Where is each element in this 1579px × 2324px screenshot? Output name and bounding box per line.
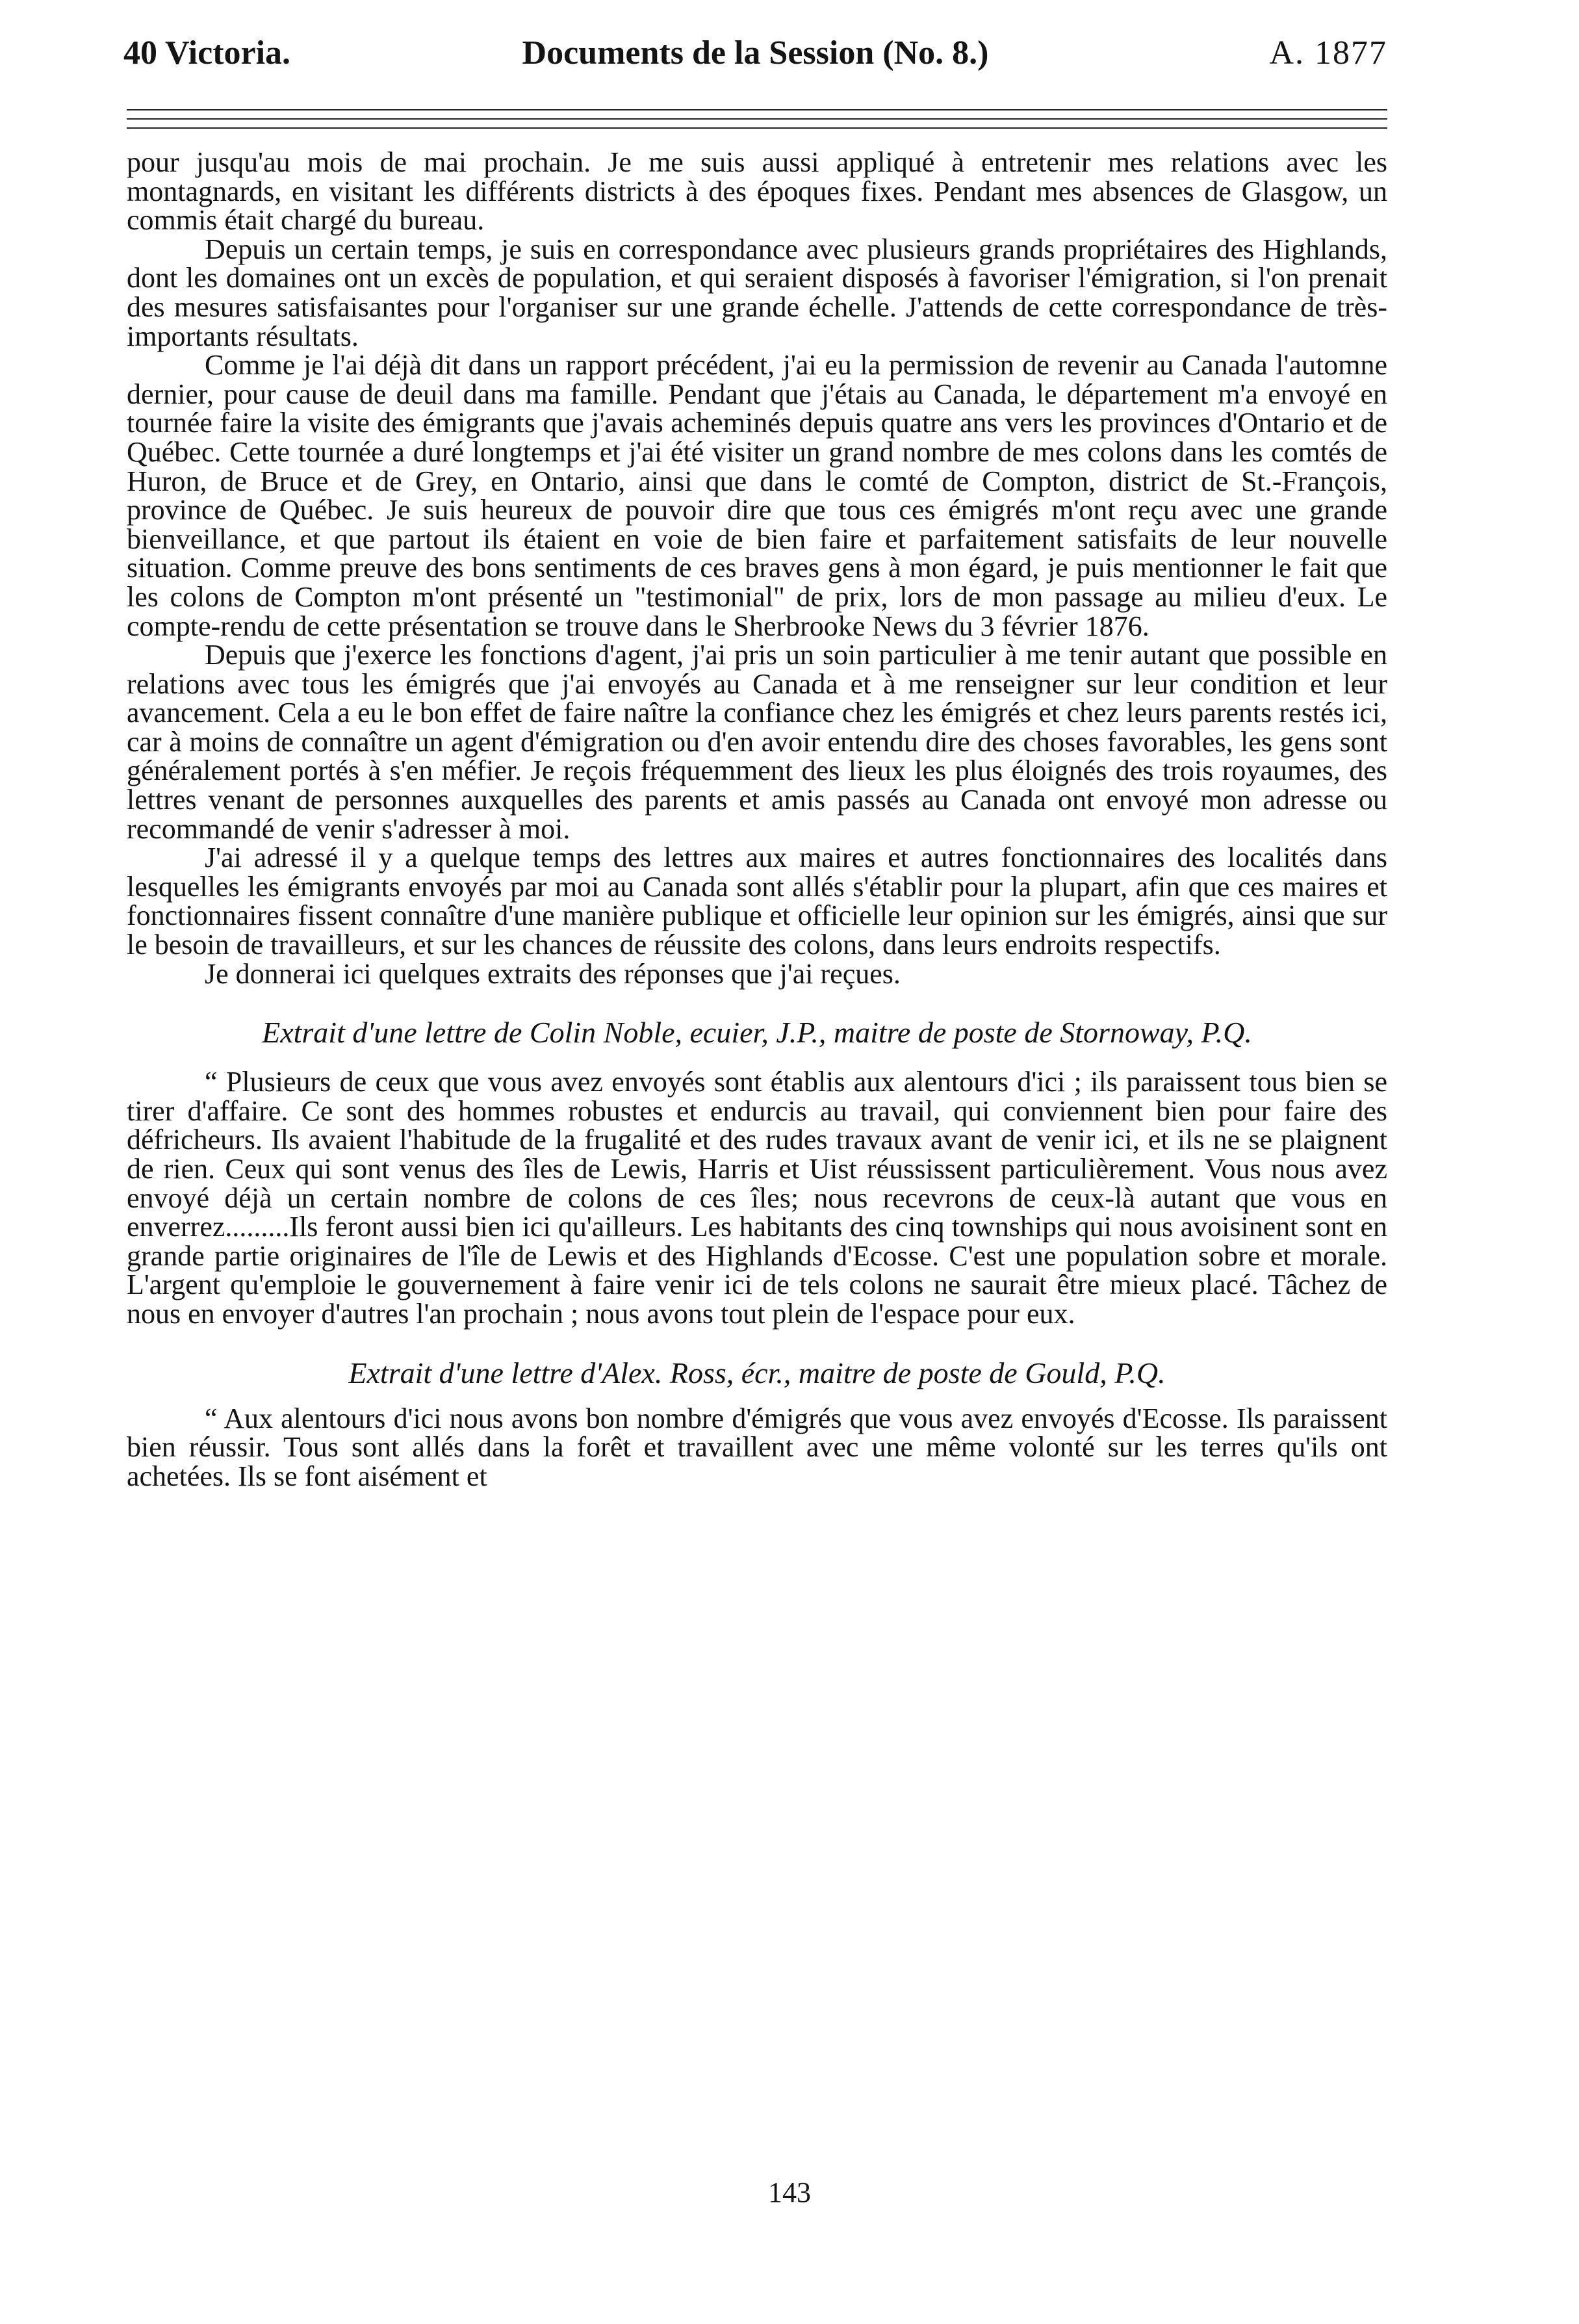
paragraph-extracts-intro: Je donnerai ici quelques extraits des réponses que j'ai reçues.: [205, 957, 901, 990]
paragraph-highlands-correspondence: Depuis un certain temps, je suis en correspondance avec plusieurs grands propriétaires des Highlands, dont les domaines ont un excès de population, et qui seraient disposés à favoriser l'émigration, si l'on prenait des mesures satisfaisantes pour l'organiser sur une grande échelle. J'attends de cette correspondance de très-importants résultats.: [127, 233, 1387, 352]
extract-body-ross: “ Aux alentours d'ici nous avons bon nombre d'émigrés que vous avez envoyés d'Ecosse. Ils paraissent bien réussir. Tous sont allés dans la forêt et travaillent avec une même volonté sur les terres qu'ils ont achetées. Ils se font aisément et: [127, 1402, 1387, 1492]
header-document-title: Documents de la Session (No. 8.): [522, 34, 989, 71]
extract-heading-noble: Extrait d'une lettre de Colin Noble, ecuier, J.P., maitre de poste de Stornoway, P.Q.: [262, 1016, 1252, 1050]
extract-heading-ross: Extrait d'une lettre d'Alex. Ross, écr., maitre de poste de Gould, P.Q.: [348, 1356, 1166, 1389]
header-rule-middle: [127, 118, 1387, 120]
page-number: 143: [768, 2176, 811, 2208]
extract-body-noble: “ Plusieurs de ceux que vous avez envoyés sont établis aux alentours d'ici ; ils paraissent tous bien se tirer d'affaire. Ce sont des hommes robustes et endurcis au travail, qui conviennent bien pour faire des défricheurs. Ils avaient l'habitude de la frugalité et des rudes travaux avant de venir ici, et ils ne se plaignent de rien. Ceux qui sont venus des îles de Lewis, Harris et Uist réussissent particulièrement. Vous nous avez envoyé déjà un certain nombre de colons de ces îles; nous recevrons de ceux-là autant que vous en enverrez.........Ils feront aussi bien ici qu'ailleurs. Les habitants des cinq townships qui nous avoisinent sont en grande partie originaires de l'île de Lewis et des Highlands d'Ecosse. C'est une population sobre et morale. L'argent qu'emploie le gouvernement à faire venir ici de tels colons ne saurait être mieux placé. Tâchez de nous en envoyer d'autres l'an prochain ; nous avons tout plein de l'espace pour eux.: [127, 1066, 1387, 1330]
header-year: A. 1877: [1269, 34, 1387, 71]
running-header: [123, 34, 1387, 79]
paragraph-canada-tour: Comme je l'ai déjà dit dans un rapport précédent, j'ai eu la permission de revenir au Canada l'automne dernier, pour cause de deuil dans ma famille. Pendant que j'étais au Canada, le département m'a envoyé en tournée faire la visite des émigrants que j'avais acheminés depuis quatre ans vers les provinces d'Ontario et de Québec. Cette tournée a duré longtemps et j'ai été visiter un grand nombre de mes colons dans les comtés de Huron, de Bruce et de Grey, en Ontario, ainsi que dans le comté de Compton, district de St.-François, province de Québec. Je suis heureux de pouvoir dire que tous ces émigrés m'ont reçu avec une grande bienveillance, et que partout ils étaient en voie de bien faire et parfaitement satisfaits de leur nouvelle situation. Comme preuve des bons sentiments de ces braves gens à mon égard, je puis mentionner le fait que les colons de Compton m'ont présenté un "testimonial" de prix, lors de mon passage au milieu d'eux. Le compte-rendu de cette présentation se trouve dans le Sherbrooke News du 3 février 1876.: [127, 349, 1387, 642]
header-session-year: 40 Victoria.: [123, 34, 291, 71]
header-rule-top: [127, 109, 1387, 110]
paragraph-agent-relations: Depuis que j'exerce les fonctions d'agent, j'ai pris un soin particulier à me tenir autant que possible en relations avec tous les émigrés que j'ai envoyés au Canada et à me renseigner sur leur condition et leur avancement. Cela a eu le bon effet de faire naître la confiance chez les émigrés et chez leurs parents restés ici, car à moins de connaître un agent d'émigration ou d'en avoir entendu dire des choses favorables, les gens sont généralement portés à s'en méfier. Je reçois fréquemment des lieux les plus éloignés des trois royaumes, des lettres venant de personnes auxquelles des parents et amis passés au Canada ont envoyé mon adresse ou recommandé de venir s'adresser à moi.: [127, 639, 1387, 845]
header-rule-bottom: [127, 127, 1387, 129]
paragraph-letters-to-mayors: J'ai adressé il y a quelque temps des lettres aux maires et autres fonctionnaires des localités dans lesquelles les émigrants envoyés par moi au Canada sont allés s'établir pour la plupart, afin que ces maires et fonctionnaires fissent connaître d'une manière publique et officielle leur opinion sur les émigrés, ainsi que sur le besoin de travailleurs, et sur les chances de réussite des colons, dans leurs endroits respectifs.: [127, 842, 1387, 961]
page-body: [127, 148, 1387, 1491]
paragraph-continuation: pour jusqu'au mois de mai prochain. Je me suis aussi appliqué à entretenir mes relations avec les montagnards, en visitant les différents districts à des époques fixes. Pendant mes absences de Glasgow, un commis était chargé du bureau.: [127, 146, 1387, 237]
